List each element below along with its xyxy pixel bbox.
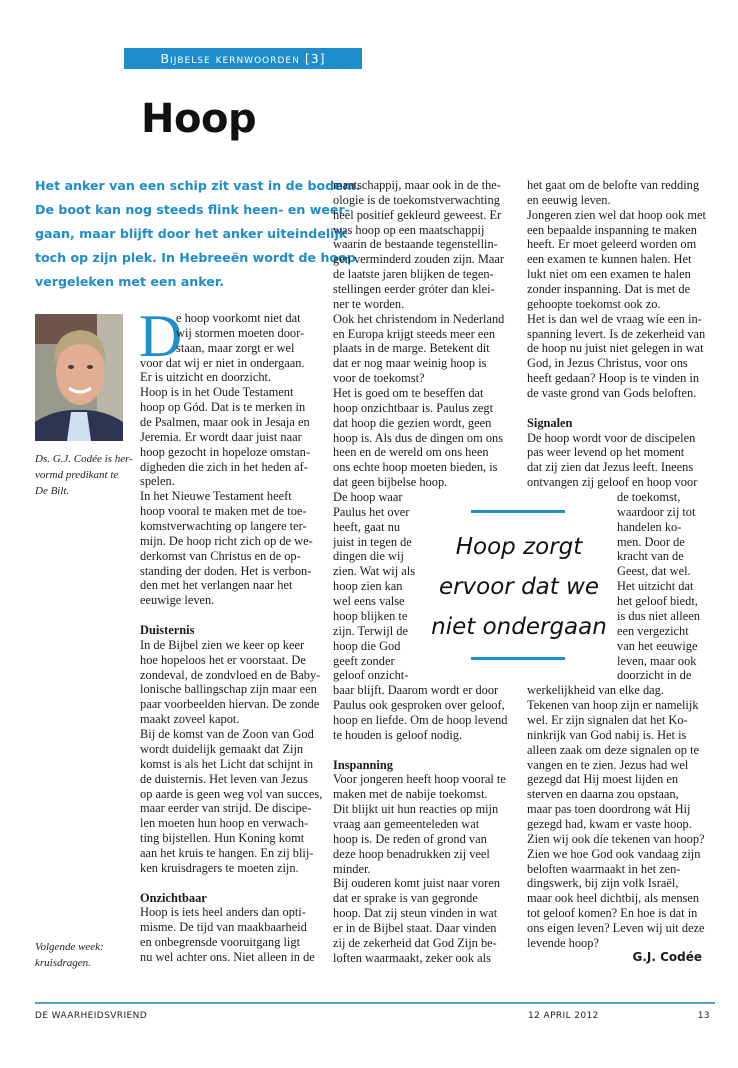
footer-divider [35, 1002, 715, 1004]
text-line: deze hoop benadrukken zij veel [333, 846, 490, 861]
text-line: Ook het christendom in Nederland [333, 311, 505, 326]
section-heading: Duisternis [140, 623, 195, 638]
text-line: pas weer levend op het moment [527, 445, 685, 460]
text-line: wel eens valse [333, 594, 405, 609]
series-label: Bijbelse kernwoorden [3] [124, 48, 362, 69]
text-line: Geest, dat wel. [617, 564, 691, 579]
text-line: geloof onzicht- [333, 668, 409, 683]
paragraph-gap [140, 608, 322, 623]
text-line: lukt niet om een examen te halen [527, 267, 691, 282]
text-line: ontvangen zij geloof en hoop voor [527, 475, 698, 490]
text-line: hoop is. Als dus de dingen om ons [333, 430, 504, 445]
text-line: stellingen eerder gróter dan klei- [333, 282, 495, 297]
text-line: misme. De tijd van maakbaarheid [140, 920, 307, 935]
text-line: staan, maar zorgt er wel [176, 340, 295, 355]
text-line: Paulus het over [333, 504, 410, 519]
text-line: Zien wij ook díe tekenen van hoop? [527, 831, 705, 846]
footer-date: 12 APRIL 2012 [528, 1011, 599, 1021]
text-line: Bij de komst van de Zoon van God [140, 727, 314, 742]
text-line: heen en de wereld om ons heen [333, 445, 489, 460]
text-line: op aarde is geen weg vol van succes, [140, 786, 323, 801]
text-line: de laatste jaren blijken de tegen- [333, 267, 494, 282]
text-line: men. Door de [617, 534, 685, 549]
text-line: In de Bijbel zien we keer op keer [140, 637, 305, 652]
text-line: De hoop waar [333, 490, 403, 505]
text-line: plaats in de marge. Betekent dit [333, 341, 490, 356]
next-week-line: Volgende week: [35, 941, 104, 953]
text-line: In het Nieuwe Testament heeft [140, 489, 292, 504]
text-line: hoop op Gód. Dat is te merken in [140, 400, 306, 415]
text-line: ninkrijk van God nabij is. Het is [527, 727, 687, 742]
text-line: Jongeren zien wel dat hoop ook met [527, 207, 706, 222]
text-line: spelen. [140, 474, 175, 489]
intro-line: toch op zijn plek. In Hebreeën wordt de hoop [35, 250, 356, 265]
text-line: derkomst van Christus en de op- [140, 548, 301, 563]
text-line: de vaste grond van Gods beloften. [527, 386, 697, 401]
text-line: zondeval, de zondvloed en de Baby- [140, 667, 321, 682]
text-line: loften waarmaakt, zeker ook als [333, 950, 491, 965]
caption-line: Ds. G.J. Codée is her- [35, 453, 133, 465]
text-line: hoop blijken te [333, 608, 408, 623]
text-line: kracht van de [617, 549, 684, 564]
text-line: handelen ko- [617, 519, 682, 534]
text-line: hoe hopeloos het er voorstaat. De [140, 652, 306, 667]
text-line: waardoor zij tot [617, 504, 696, 519]
text-line: maar eerder van strijd. De discipe- [140, 801, 312, 816]
text-line: een bepaalde inspanning te maken [527, 222, 697, 237]
footer-page-number: 13 [697, 1011, 710, 1021]
text-line: voor dat wij er niet in ondergaan. [140, 355, 305, 370]
text-line: e hoop voorkomt niet dat [176, 311, 301, 325]
pull-quote [430, 527, 608, 647]
text-line: heeft, gaat nu [333, 519, 401, 534]
author-caption [35, 451, 133, 499]
text-line: de duisternis. Het leven van Jezus [140, 771, 308, 786]
paragraph-gap [140, 876, 322, 891]
text-line: alleen zaak om deze signalen op te [527, 742, 700, 757]
text-line: levende hoop? [527, 935, 599, 950]
pullquote-line: Hoop zorgt [455, 534, 583, 560]
author-photo [35, 314, 123, 441]
pullquote-rule-top [471, 510, 565, 513]
author-signature: G.J. Codée [632, 950, 702, 964]
text-line: hoop die God [333, 638, 401, 653]
paragraph-gap [527, 401, 706, 416]
text-line: dingswerk, bij zijn volk Israël, [527, 876, 679, 891]
text-line: dat hoop die gezien wordt, geen [333, 415, 492, 430]
pullquote-line: ervoor dat we [438, 574, 600, 600]
text-line: zij de zekerheid dat God Zijn be- [333, 935, 497, 950]
text-line: hoop onzichtbaar is. Paulus zegt [333, 400, 494, 415]
text-line: hoop vooral te maken met de toe- [140, 504, 307, 519]
article-title: Hoop [141, 96, 257, 142]
text-line: maakt zoveel kapot. [140, 712, 240, 727]
text-line: maar ook heel dichtbij, als mensen [527, 891, 700, 906]
footer-publication: DE WAARHEIDSVRIEND [35, 1011, 148, 1021]
text-line: gezegd dat Hij moest lijden en [527, 772, 679, 787]
text-line: mijn. De hoop richt zich op de we- [140, 533, 313, 548]
pullquote-rule-bottom [471, 657, 565, 660]
text-line: ner te worden. [333, 296, 405, 311]
text-line: vangen en te zien. Jezus had wel [527, 757, 689, 772]
text-line: Voor jongeren heeft hoop vooral te [333, 772, 506, 787]
text-line: een examen te kunnen halen. Het [527, 252, 692, 267]
text-line: komst is als het Licht dat schijnt in [140, 756, 314, 771]
intro-line: vergeleken met een anker. [35, 274, 225, 289]
text-line: was hoop op een maatschappij [333, 222, 485, 237]
text-line: dat er nog maar weinig hoop is [333, 356, 487, 371]
text-line: standing der doden. Het is verbon- [140, 563, 312, 578]
text-line: ons eigen leven? Leven wij uit deze [527, 920, 705, 935]
text-line: hoop. Dat zij steun vinden in wat [333, 906, 498, 921]
next-week-line: kruisdragen. [35, 957, 91, 969]
text-line: gen verminderd zouden zijn. Maar [333, 252, 504, 267]
text-line: baar blijft. Daarom wordt er door [333, 683, 499, 698]
section-heading: Inspanning [333, 757, 393, 772]
text-line: en Europa krijgt steeds meer een [333, 326, 496, 341]
text-line: komstverwachting op langere ter- [140, 519, 307, 534]
text-line: zien. Wat wij als [333, 564, 416, 579]
text-line: hoop en liefde. Om de hoop levend [333, 712, 508, 727]
text-line: en eeuwig leven. [527, 192, 611, 207]
text-line: wordt duidelijk gemaakt dat Zijn [140, 741, 304, 756]
text-line: te houden is geloof nodig. [333, 727, 463, 742]
text-line: het gaat om de belofte van redding [527, 178, 700, 192]
text-line: er in de Bijbel staat. Daar vinden [333, 920, 497, 935]
text-line: ons echte hoop moeten bieden, is [333, 460, 498, 475]
text-line: den met het verlangen naar het [140, 578, 293, 593]
section-heading: Signalen [527, 415, 573, 430]
text-line: heeft gedaan? Hoop is te vinden in [527, 371, 700, 386]
text-line: ologie is de toekomstverwachting [333, 192, 500, 207]
text-line: hoop zien kan [333, 579, 403, 594]
intro-line: gaan, maar blijft door het anker uiteindelijk [35, 226, 348, 241]
text-line: maken met de nabije toekomst. [333, 787, 488, 802]
text-line: dat zij zien dat Jezus leeft. Ineens [527, 460, 694, 475]
text-line: hoop gezocht in hopeloze omstan- [140, 444, 310, 459]
text-line: voor de toekomst? [333, 371, 425, 386]
text-line: Bij ouderen komt juist naar voren [333, 876, 500, 891]
intro-lead [35, 174, 361, 294]
caption-line: De Bilt. [35, 485, 70, 497]
text-line: de toekomst, [617, 490, 681, 505]
text-line: wel. Er zijn signalen dat het Ko- [527, 712, 688, 727]
text-line: dingen die wij [333, 549, 404, 564]
text-line: geeft zonder [333, 653, 395, 668]
text-line: God, in Jezus Christus, voor ons [527, 356, 688, 371]
text-line: Hoop is iets heel anders dan opti- [140, 905, 306, 920]
text-line: len moeten hun hoop en verwach- [140, 816, 309, 831]
text-line: aan het kruis te hangen. En zij blij- [140, 845, 314, 860]
body-column-1 [140, 311, 322, 965]
text-line: eeuwige leven. [140, 593, 215, 608]
text-line: Zien we hoe God ook vandaag zijn [527, 846, 701, 861]
section-heading: Onzichtbaar [140, 890, 207, 905]
text-line: dat geen bijbelse hoop. [333, 475, 448, 490]
text-line: wij stormen moeten door- [176, 325, 305, 340]
text-line: Er is uitzicht en doorzicht. [140, 370, 272, 385]
intro-line: Het anker van een schip zit vast in de bodem. [35, 178, 361, 193]
text-line: Het is dan wel de vraag wíe een in- [527, 311, 702, 326]
text-line: zonder inspanning. Dat is met de [527, 282, 691, 297]
text-line: vraag aan gemeenteleden wat [333, 816, 480, 831]
caption-line: vormd predikant te [35, 469, 119, 481]
text-line: Paulus ook gesproken over geloof, [333, 698, 505, 713]
text-line: ken kruisdragers te moeten zijn. [140, 860, 299, 875]
text-line: heeft. Er moet geleerd worden om [527, 237, 697, 252]
text-line: gezegd had, kwam er vaste hoop. [527, 816, 692, 831]
text-line: maatschappij, maar ook in de the- [333, 178, 501, 192]
text-line: tot geloof komen? En hoe is dat in [527, 906, 698, 921]
text-line: werkelijkheid van elke dag. [527, 683, 664, 698]
text-line: minder. [333, 861, 371, 876]
text-line: een vergezicht [617, 623, 689, 638]
text-line: leven, maar ook [617, 653, 697, 668]
text-line: beloften waarmaakt in het zen- [527, 861, 681, 876]
text-line: spanning levert. Is de zekerheid van [527, 326, 706, 341]
next-week-note [35, 939, 104, 971]
text-line: juist in tegen de [333, 534, 412, 549]
text-line: zijn. Terwijl de [333, 623, 408, 638]
text-line: doorzicht in de [617, 668, 692, 683]
drop-cap: D [139, 303, 183, 369]
text-line: ting bijstellen. Hun Koning komt [140, 831, 305, 846]
text-line: lonische ballingschap zijn maar een [140, 682, 317, 697]
text-line: de Psalmen, maar ook in Jesaja en [140, 415, 310, 430]
text-line: en onbegrensde vooruitgang ligt [140, 935, 301, 950]
text-line: Tekenen van hoop zijn er namelijk [527, 698, 699, 713]
intro-line: De boot kan nog steeds flink heen- en weer- [35, 202, 350, 217]
paragraph-gap [333, 743, 507, 758]
text-line: digheden die zich in het heden af- [140, 459, 308, 474]
text-line: gehoopte toekomst ook zo. [527, 296, 661, 311]
pullquote-line: niet ondergaan [431, 614, 607, 640]
text-line: het geloof biedt, [617, 594, 698, 609]
text-line: Het is goed om te beseffen dat [333, 386, 484, 401]
text-line: is dus niet alleen [617, 608, 700, 623]
text-line: De hoop wordt voor de discipelen [527, 430, 696, 445]
text-line: Hoop is in het Oude Testament [140, 385, 294, 400]
text-line: sterven en daarna zou opstaan, [527, 787, 679, 802]
text-line: de hoop nu juist niet gelegen in wat [527, 341, 704, 356]
text-line: Jeremia. Er wordt daar juist naar [140, 429, 302, 444]
text-line: waarin de bestaande tegenstellin- [333, 237, 498, 252]
text-line: nu wel achter ons. Niet alleen in de [140, 949, 315, 964]
text-line: heel positief gekleurd geweest. Er [333, 207, 502, 222]
text-line: maar pas toen doordrong wát Hij [527, 802, 691, 817]
text-line: paar voorbeelden hiervan. De zonde [140, 697, 320, 712]
text-line: Het uitzicht dat [617, 579, 694, 594]
text-line: dat er sprake is van gegronde [333, 891, 478, 906]
text-line: Dit blijkt uit hun reacties op mijn [333, 802, 499, 817]
text-line: van het eeuwige [617, 638, 698, 653]
text-line: hoop is. De reden of grond van [333, 831, 487, 846]
